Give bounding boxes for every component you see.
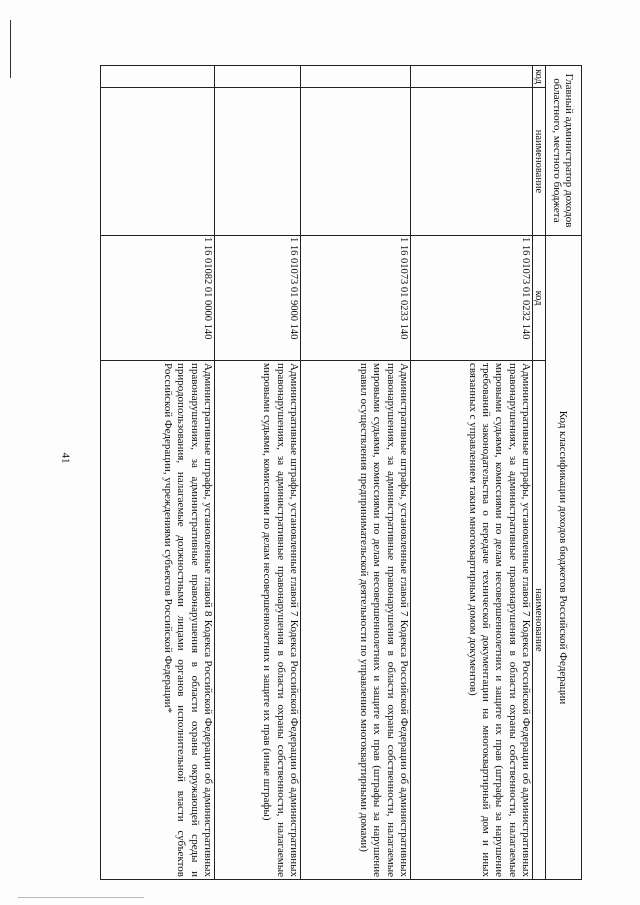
header-code: код — [533, 236, 546, 361]
admin-name-cell — [301, 88, 411, 236]
name-cell: Административные штрафы, установленные главой 8 Кодекса Российской Федерации об административных правонарушениях, за административные правонарушения в области охраны окружающей среды и природопользования, налагаемые должностными лицами органов исполнительной власти субъектов Российской Федерации, учреждениями субъектов Российской Федерации* — [101, 361, 215, 880]
header-classification-group: Код классификации доходов бюджетов Российской Федерации — [546, 236, 582, 880]
code-cell: 1 16 01082 01 0000 140 — [101, 236, 215, 361]
code-cell: 1 16 01073 01 0233 140 — [301, 236, 411, 361]
header-admin-group: Главный администратор доходов областного, местного бюджета — [546, 66, 582, 236]
name-cell: Административные штрафы, установленные главой 7 Кодекса Российской Федерации об административных правонарушениях, за административные правонарушения в области охраны собственности, налагаемые мировыми судьями, комиссиями по делам несовершеннолетних и защите их прав (иные штрафы) — [215, 361, 301, 880]
header-admin-name: наименование — [533, 88, 546, 236]
table-row — [101, 66, 215, 880]
code-cell: 1 16 01073 01 9000 140 — [215, 236, 301, 361]
admin-name-cell — [215, 88, 301, 236]
table-row — [301, 66, 411, 880]
header-admin-code: код — [533, 66, 546, 88]
table-row — [215, 66, 301, 880]
admin-code-cell — [215, 66, 301, 88]
header-name: наименование — [533, 361, 546, 880]
admin-code-cell — [301, 66, 411, 88]
admin-code-cell — [101, 66, 215, 88]
name-cell: Административные штрафы, установленные главой 7 Кодекса Российской Федерации об административных правонарушениях, за административные правонарушения в области охраны собственности, налагаемые мировыми судьями, комиссиями по делам несовершеннолетних и защите их прав (штрафы за нарушение правил осуществления предпринимательской деятельности по управлению многоквартирными домами) — [301, 361, 411, 880]
rotated-table-wrapper — [100, 65, 582, 880]
admin-name-cell — [411, 88, 533, 236]
code-cell: 1 16 01073 01 0232 140 — [411, 236, 533, 361]
admin-name-cell — [101, 88, 215, 236]
admin-code-cell — [411, 66, 533, 88]
page-number: 41 — [59, 452, 72, 464]
scan-margin-line — [10, 20, 11, 78]
name-cell: Административные штрафы, установленные главой 7 Кодекса Российской Федерации об административных правонарушениях, за административные правонарушения в области охраны собственности, налагаемые мировыми судьями, комиссиями по делам несовершеннолетних и защите их прав (штрафы за нарушение требований законодательства о передаче технической документации на многоквартирный дом и иных связанных с управлением таким многоквартирным домом документов) — [411, 361, 533, 880]
revenue-classification-table — [100, 65, 582, 880]
scan-bottom-line — [18, 897, 144, 898]
table-row — [411, 66, 533, 880]
